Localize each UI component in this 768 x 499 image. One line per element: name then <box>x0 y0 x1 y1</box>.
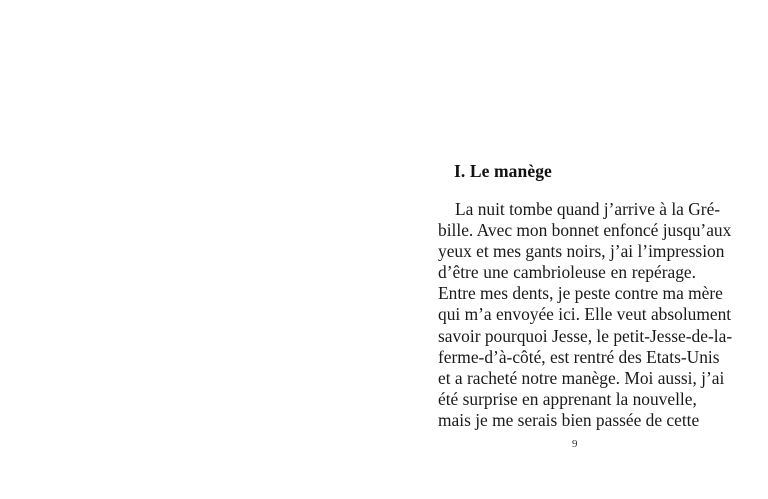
right-page <box>384 0 768 499</box>
text-line: bille. Avec mon bonnet enfoncé jusqu’aux <box>438 220 732 241</box>
text-line: Entre mes dents, je peste contre ma mère <box>438 283 723 304</box>
text-line: mais je me serais bien passée de cette <box>438 409 700 430</box>
chapter-title: I. Le manège <box>454 161 552 181</box>
text-line: yeux et mes gants noirs, j’ai l’impression <box>438 241 725 262</box>
text-line: été surprise en apprenant la nouvelle, <box>438 388 697 409</box>
text-line: d’être une cambrioleuse en repérage. <box>438 262 696 283</box>
page-number: 9 <box>572 438 578 450</box>
text-line: ferme-d’à-côté, est rentré des Etats-Unis <box>438 346 720 367</box>
text-line: et a racheté notre manège. Moi aussi, j’ai <box>438 367 725 388</box>
text-line: savoir pourquoi Jesse, le petit-Jesse-de-la- <box>438 325 733 346</box>
text-line: La nuit tombe quand j’arrive à la Gré- <box>455 199 721 219</box>
text-line: qui m’a envoyée ici. Elle veut absolument <box>438 304 732 325</box>
body-paragraph <box>438 199 733 431</box>
